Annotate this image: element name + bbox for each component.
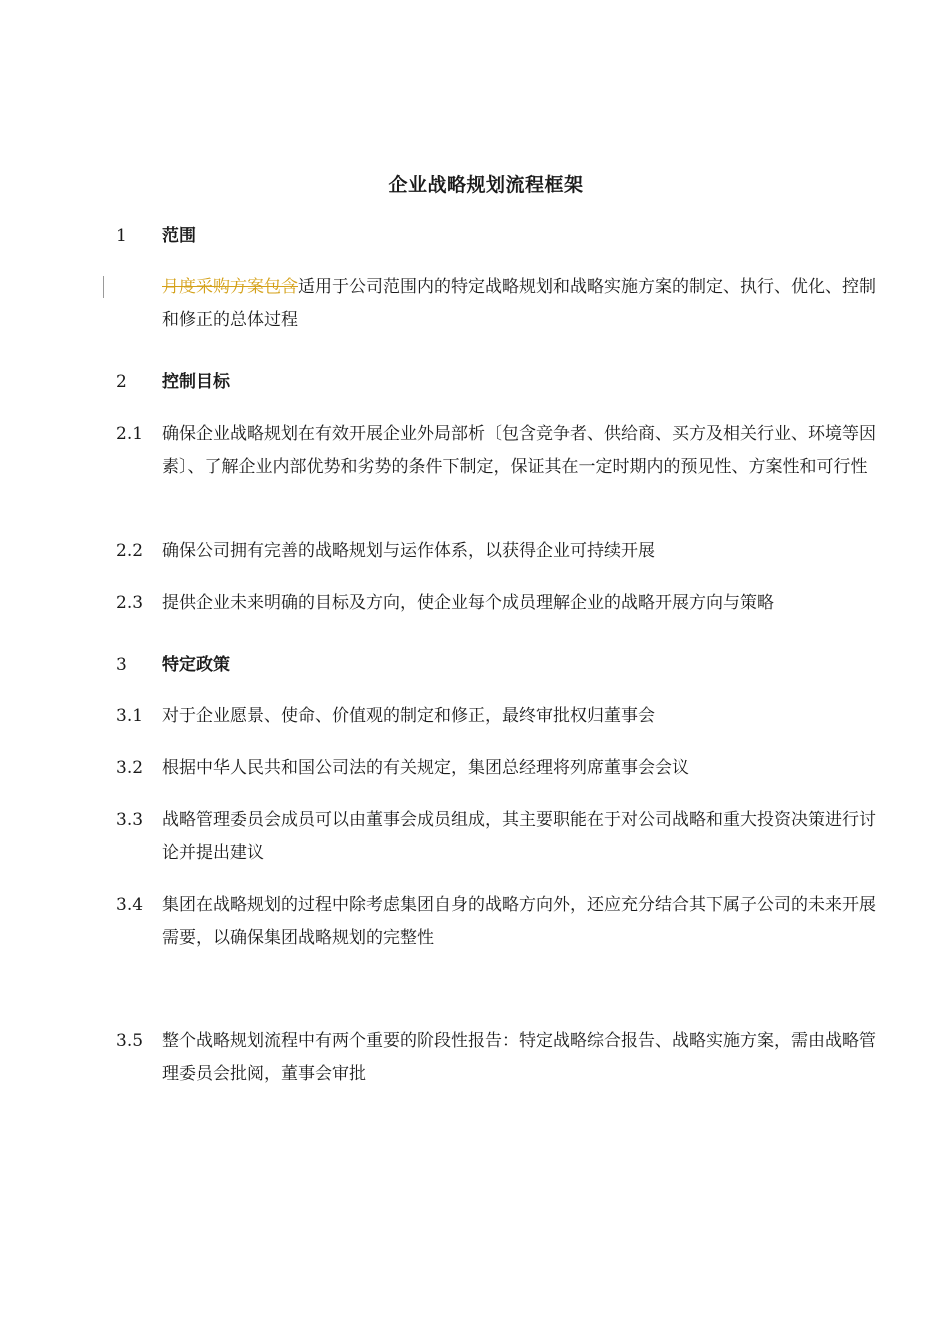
list-item-3-5 xyxy=(116,1025,876,1091)
paragraph xyxy=(162,271,876,337)
item-text: 集团在战略规划的过程中除考虑集团自身的战略方向外，还应充分结合其下属子公司的未来开展需要，以确保集团战略规划的完整性 xyxy=(162,895,876,948)
item-text: 确保企业战略规划在有效开展企业外局部析〔包含竞争者、供给商、买方及相关行业、环境等因素〕、了解企业内部优势和劣势的条件下制定，保证其在一定时期内的预见性、方案性和可行性 xyxy=(162,424,876,477)
item-number: 2.3 xyxy=(116,593,144,613)
section-3-heading xyxy=(116,653,230,677)
section-1-heading xyxy=(116,224,196,248)
item-text: 战略管理委员会成员可以由董事会成员组成，其主要职能在于对公司战略和重大投资决策进行讨论并提出建议 xyxy=(162,810,876,863)
section-number: 2 xyxy=(116,372,127,392)
item-text: 确保公司拥有完善的战略规划与运作体系，以获得企业可持续开展 xyxy=(162,541,655,561)
list-item-3-3 xyxy=(116,804,876,870)
section-number: 1 xyxy=(116,226,127,246)
item-number: 2.1 xyxy=(116,424,144,444)
paragraph-text: 适用于公司范围内的特定战略规划和战略实施方案的制定、执行、优化、控制和修正的总体过程 xyxy=(162,277,876,330)
list-item-3-2 xyxy=(116,752,876,785)
item-number: 3.5 xyxy=(116,1031,144,1051)
list-item-2-3 xyxy=(116,587,876,620)
list-item-2-1 xyxy=(116,418,876,484)
section-number: 3 xyxy=(116,655,127,675)
revision-change-bar xyxy=(103,276,104,298)
section-title: 控制目标 xyxy=(162,372,230,392)
item-number: 3.2 xyxy=(116,758,144,778)
section-title: 范围 xyxy=(162,226,196,246)
item-number: 2.2 xyxy=(116,541,144,561)
item-text: 根据中华人民共和国公司法的有关规定，集团总经理将列席董事会会议 xyxy=(162,758,689,778)
section-2-heading xyxy=(116,370,230,394)
item-text: 对于企业愿景、使命、价值观的制定和修正，最终审批权归董事会 xyxy=(162,706,655,726)
list-item-3-1 xyxy=(116,700,876,733)
section-title: 特定政策 xyxy=(162,655,230,675)
list-item-2-2 xyxy=(116,535,876,568)
item-text: 整个战略规划流程中有两个重要的阶段性报告：特定战略综合报告、战略实施方案，需由战略管理委员会批阅，董事会审批 xyxy=(162,1031,876,1084)
item-number: 3.3 xyxy=(116,810,144,830)
document-title: 企业战略规划流程框架 xyxy=(388,174,584,196)
section-1-body xyxy=(116,271,876,337)
item-number: 3.1 xyxy=(116,706,144,726)
item-number: 3.4 xyxy=(116,895,144,915)
deleted-revision-text: 月度采购方案包含 xyxy=(162,277,298,297)
item-text: 提供企业未来明确的目标及方向，使企业每个成员理解企业的战略开展方向与策略 xyxy=(162,593,774,613)
list-item-3-4 xyxy=(116,889,876,955)
